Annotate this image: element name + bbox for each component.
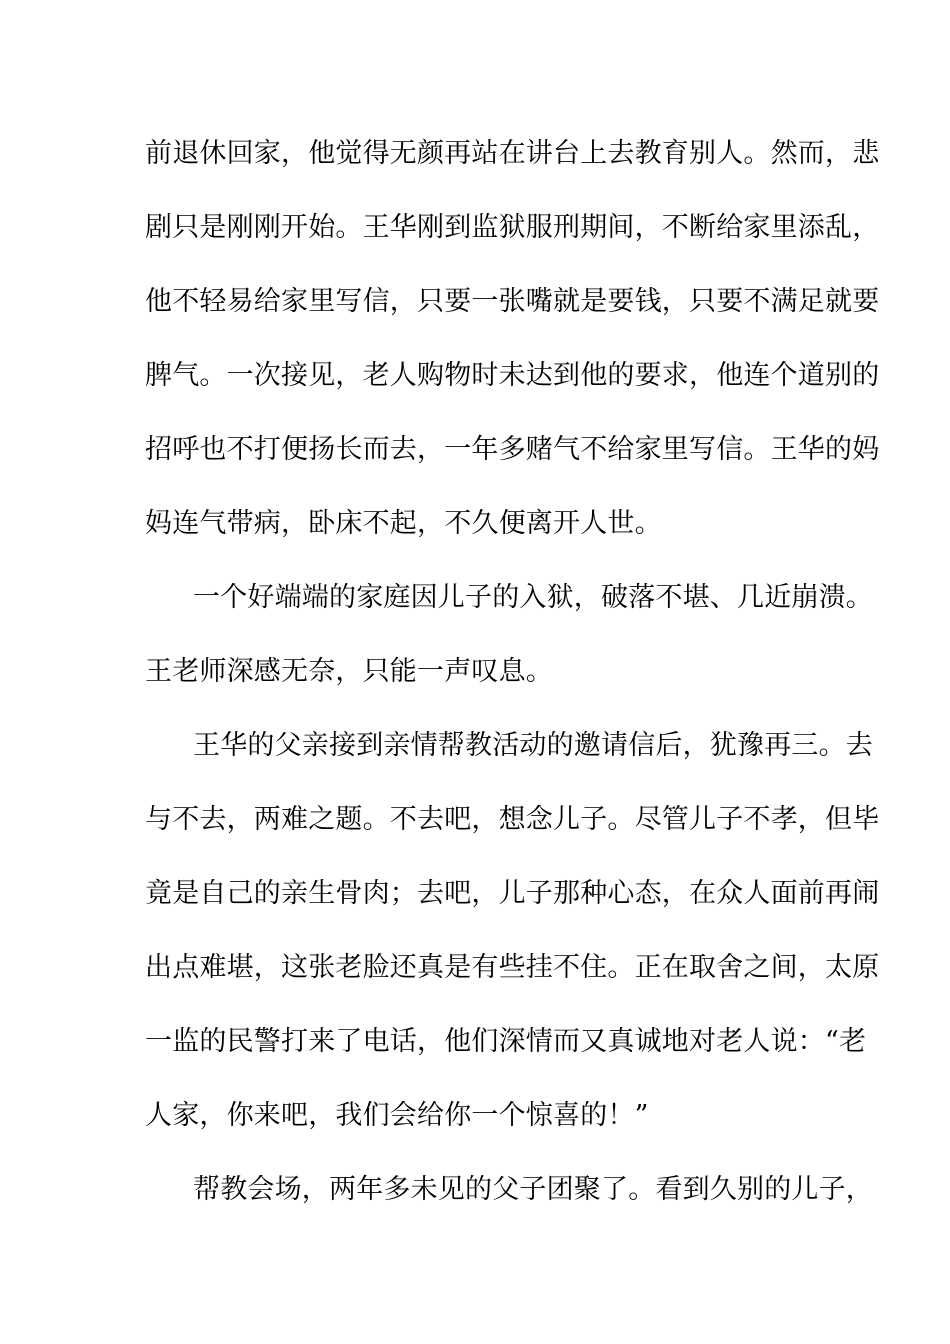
text-line: 前退休回家，他觉得无颜再站在讲台上去教育别人。然而，悲 [145,138,880,169]
text-line: 他不轻易给家里写信，只要一张嘴就是要钱，只要不满足就要 [145,286,880,317]
body-text [145,126,880,1236]
text-line: 妈连气带病，卧床不起，不久便离开人世。 [145,508,662,539]
text-line: 脾气。一次接见，老人购物时未达到他的要求，他连个道别的 [145,360,880,391]
text-line: 竟是自己的亲生骨肉；去吧，儿子那种心态，在众人面前再闹 [145,878,880,909]
text-line: 出点难堪，这张老脸还真是有些挂不住。正在取舍之间，太原 [145,952,880,983]
text-line: 招呼也不打便扬长而去，一年多赌气不给家里写信。王华的妈 [145,434,880,465]
text-line: 人家，你来吧，我们会给你一个惊喜的！” [145,1100,649,1131]
text-line: 一监的民警打来了电话，他们深情而又真诚地对老人说：“老 [145,1026,867,1057]
text-line: 剧只是刚刚开始。王华刚到监狱服刑期间，不断给家里添乱， [145,212,880,243]
text-line: 王老师深感无奈，只能一声叹息。 [145,656,553,687]
paragraph-start-line: 王华的父亲接到亲情帮教活动的邀请信后，犹豫再三。去 [193,730,873,761]
paragraph-start-line: 一个好端端的家庭因儿子的入狱，破落不堪、几近崩溃。 [193,582,873,613]
paragraph-start-line: 帮教会场，两年多未见的父子团聚了。看到久别的儿子， [193,1174,873,1205]
text-line: 与不去，两难之题。不去吧，想念儿子。尽管儿子不孝，但毕 [145,804,880,835]
